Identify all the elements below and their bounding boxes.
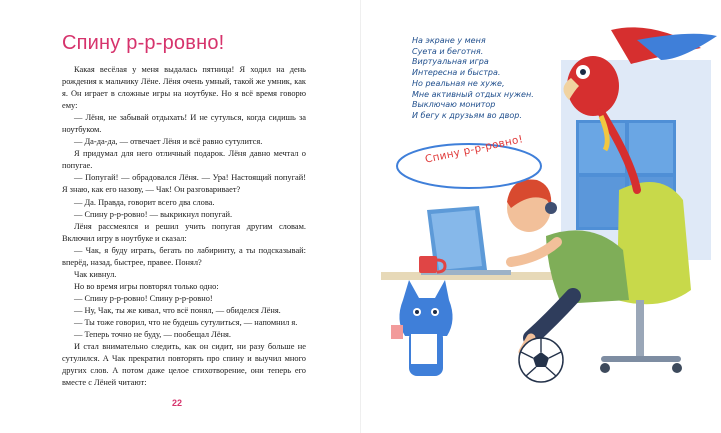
story-text bbox=[62, 64, 306, 389]
paragraph: — Да-да-да, — отвечает Лёня и всё равно сутулится. bbox=[74, 137, 263, 147]
paragraph: Лёня рассмеялся и решил учить попугая другим словам. Включил игру в ноутбуке и сказал: bbox=[62, 221, 306, 243]
poem-line: На экране у меня bbox=[412, 36, 486, 45]
paragraph: Но во время игры повторял только одно: bbox=[74, 281, 219, 291]
left-page bbox=[0, 0, 360, 433]
paragraph: — Да. Правда, говорит всего два слова. bbox=[74, 197, 215, 207]
paragraph: — Чак, я буду играть, бегать по лабиринту, а ты подсказывай: вперёд, назад, быстрее, правее. Понял? bbox=[62, 245, 306, 267]
poem-line: Интересна и быстра. bbox=[412, 68, 501, 78]
paragraph: Я придумал для него отличный подарок. Лёня давно мечтал о попугае. bbox=[62, 149, 306, 171]
paragraph: — Лёня, не забывай отдыхать! И не сутулься, когда сидишь за ноутбуком. bbox=[62, 113, 306, 135]
paragraph: Какая весёлая у меня выдалась пятница! Я ходил на день рождения к мальчику Лёне. Лёня очень умный, такой же умник, как я. Он играет в сложные игры на ноутбуке. Но я всё время говорю ему: bbox=[62, 65, 306, 111]
speech-bubble-text: Спину р-р-ровно! bbox=[424, 133, 525, 166]
story-title: Спину р-р-ровно! bbox=[62, 32, 225, 54]
poem-line: Мне активный отдых нужен. bbox=[412, 89, 534, 99]
paragraph: — Теперь точно не буду, — пообещал Лёня. bbox=[74, 330, 231, 340]
paragraph: — Ну, Чак, ты же кивал, что всё понял, — обиделся Лёня. bbox=[74, 305, 281, 315]
soccer-ball bbox=[519, 338, 563, 382]
paragraph: — Попугай! — обрадовался Лёня. — Ура! Настоящий попугай! Я знаю, как его назову, — Чак! Он разговаривает? bbox=[62, 173, 306, 195]
poem-line: И бегу к друзьям во двор. bbox=[412, 110, 522, 120]
paragraph: И стал внимательно следить, как он сидит, ни разу больше не сутулился. А Чак прекратил повторять про спину и выучил много других слов. А потом даже целое стихотворение, они теперь его вместе с Лёней читают: bbox=[62, 342, 306, 388]
paragraph: — Ты тоже говорил, что не будешь сутулиться, — напомнил я. bbox=[74, 317, 298, 327]
paragraph: — Спину р-р-ровно! Спину р-р-ровно! bbox=[74, 293, 213, 303]
cat bbox=[391, 280, 453, 376]
poem-line: Но реальная не хуже, bbox=[412, 78, 505, 88]
paragraph: — Спину р-р-ровно! — выкрикнул попугай. bbox=[74, 209, 233, 219]
page-number: 22 bbox=[172, 398, 183, 408]
right-page bbox=[361, 0, 721, 433]
poem bbox=[412, 36, 572, 122]
poem-line: Выключаю монитор bbox=[412, 100, 496, 110]
paragraph: Чак кивнул. bbox=[74, 269, 117, 279]
poem-line: Суета и беготня. bbox=[412, 46, 484, 56]
poem-line: Виртуальная игра bbox=[412, 57, 489, 67]
